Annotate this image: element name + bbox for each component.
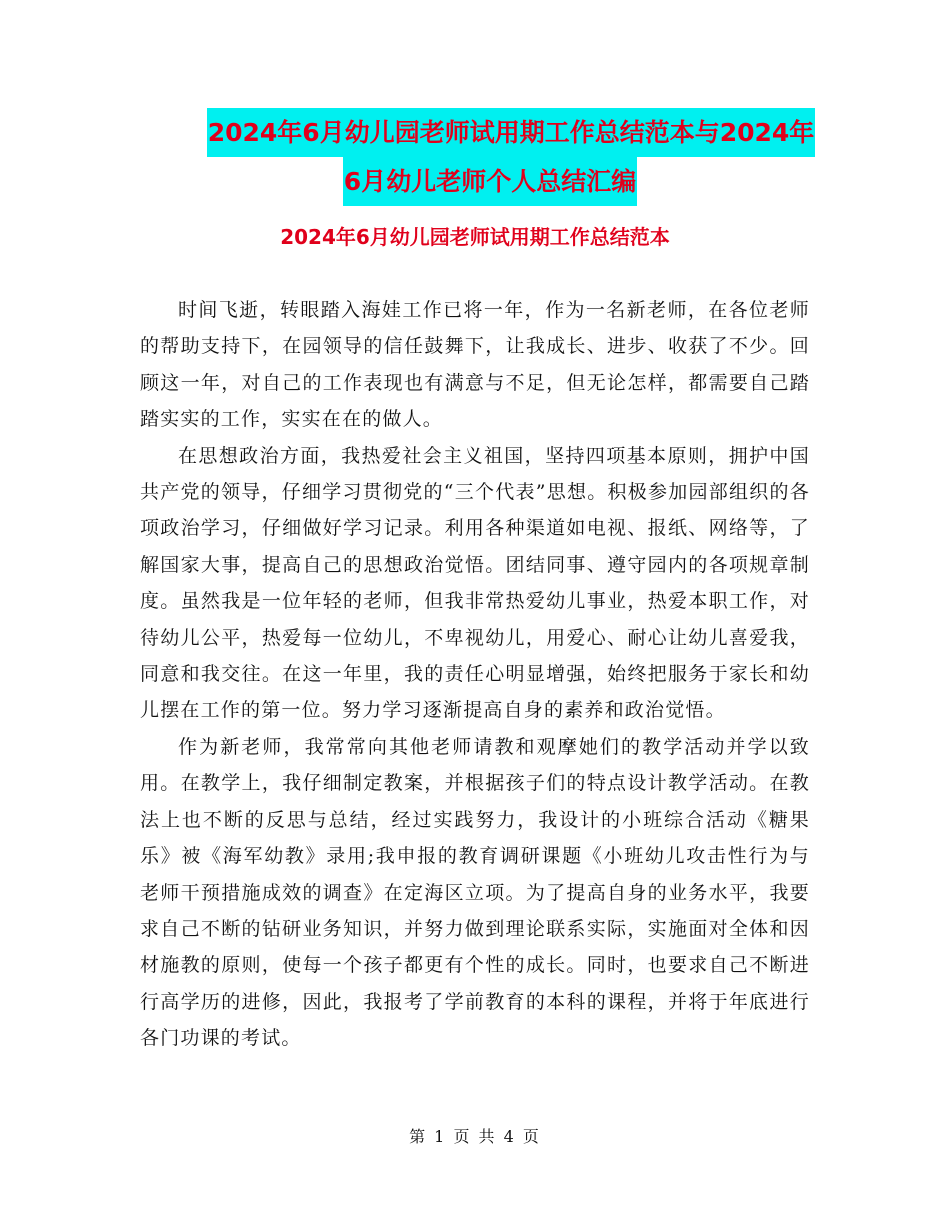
title-line-1: 2024年6月幼儿园老师试用期工作总结范本与2024年 — [207, 108, 816, 157]
document-title — [140, 108, 840, 206]
page-footer: 第 1 页 共 4 页 — [409, 1127, 541, 1146]
paragraph: 在思想政治方面，我热爱社会主义祖国，坚持四项基本原则，拥护中国共产党的领导，仔细学习贯彻党的“三个代表”思想。积极参加园部组织的各项政治学习，仔细做好学习记录。利用各种渠道如电视、报纸、网络等，了解国家大事，提高自己的思想政治觉悟。团结同事、遵守园内的各项规章制度。虽然我是一位年轻的老师，但我非常热爱幼儿事业，热爱本职工作，对待幼儿公平，热爱每一位幼儿，不卑视幼儿，用爱心、耐心让幼儿喜爱我，同意和我交往。在这一年里，我的责任心明显增强，始终把服务于家长和幼儿摆在工作的第一位。努力学习逐渐提高自身的素养和政治觉悟。 — [140, 444, 810, 722]
section-title: 2024年6月幼儿园老师试用期工作总结范本 — [280, 225, 670, 249]
body-text — [140, 292, 810, 1057]
paragraph: 作为新老师，我常常向其他老师请教和观摩她们的教学活动并学以致用。在教学上，我仔细制定教案，并根据孩子们的特点设计教学活动。在教法上也不断的反思与总结，经过实践努力，我设计的小班综合活动《糖果乐》被《海军幼教》录用;我申报的教育调研课题《小班幼儿攻击性行为与老师干预措施成效的调查》在定海区立项。为了提高自身的业务水平，我要求自己不断的钻研业务知识，并努力做到理论联系实际，实施面对全体和因材施教的原则，使每一个孩子都更有个性的成长。同时，也要求自己不断进行高学历的进修，因此，我报考了学前教育的本科的课程，并将于年底进行各门功课的考试。 — [140, 735, 810, 1050]
title-line-2: 6月幼儿老师个人总结汇编 — [343, 157, 637, 206]
paragraph: 时间飞逝，转眼踏入海娃工作已将一年，作为一名新老师，在各位老师的帮助支持下，在园领导的信任鼓舞下，让我成长、进步、收获了不少。回顾这一年，对自己的工作表现也有满意与不足，但无论怎样，都需要自己踏踏实实的工作，实实在在的做人。 — [140, 299, 810, 431]
